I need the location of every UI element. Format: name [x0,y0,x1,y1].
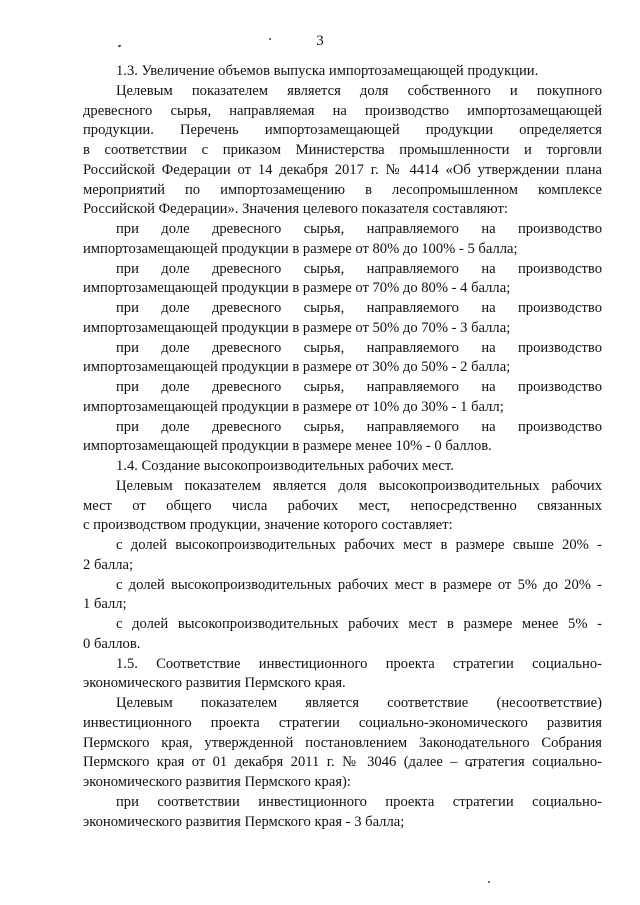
document-body [83,62,602,832]
text-line: мест от общего числа рабочих мест, непосредственно связанных [83,497,602,514]
text-line: экономического развития Пермского края. [83,675,346,692]
text-line: инвестиционного проекта стратегии социально-экономического развития [83,714,602,731]
text-line: 1.3. Увеличение объемов выпуска импортозамещающей продукции. [116,63,539,79]
text-line: Целевым показателем является доля собственного и покупного [116,82,602,99]
text-line: при доле древесного сырья, направляемого на производство [116,339,602,356]
text-line: 1.5. Соответствие инвестиционного проекта стратегии социально- [116,655,602,672]
text-line: с долей высокопроизводительных рабочих мест в размере свыше 20% - [116,537,602,553]
text-line: импортозамещающей продукции в размере от 10% до 30% - 1 балл; [83,398,504,415]
text-line: Пермского края от 01 декабря 2011 г. № 3046 (далее – стратегия социально- [83,754,602,771]
text-line: при доле древесного сырья, направляемого на производство [116,379,602,395]
text-line: 2 балла; [83,556,134,573]
text-line: при доле древесного сырья, направляемого на производство [116,221,602,237]
text-line: импортозамещающей продукции в размере от 50% до 70% - 3 балла; [83,319,511,336]
scan-speck [269,38,271,40]
text-line: экономического развития Пермского края - 3 балла; [83,813,405,830]
text-line: импортозамещающей продукции в размере от 70% до 80% - 4 балла; [83,280,511,297]
text-line: Российской Федерации от 14 декабря 2017 г. № 4414 «Об утверждении плана [83,161,602,178]
text-line: 1 балл; [83,596,127,613]
text-line: с производством продукции, значение которого составляет: [83,517,453,534]
text-line: древесного сырья, направляемая на производство импортозамещающей [83,102,602,119]
text-line: импортозамещающей продукции в размере от 30% до 50% - 2 балла; [83,359,511,376]
text-line: Российской Федерации». Значения целевого показателя составляют: [83,201,508,218]
scan-speck [488,881,490,883]
text-line: продукции. Перечень импортозамещающей продукции определяется [83,122,602,139]
text-line: при соответствии инвестиционного проекта стратегии социально- [116,793,602,810]
text-line: при доле древесного сырья, направляемого на производство [116,300,602,316]
text-line: Целевым показателем является соответствие (несоответствие) [116,695,602,711]
text-line: мероприятий по импортозамещению в лесопромышленном комплексе [83,181,602,198]
text-line: импортозамещающей продукции в размере менее 10% - 0 баллов. [83,438,492,455]
text-line: 1.4. Создание высокопроизводительных рабочих мест. [116,458,454,474]
text-line: 0 баллов. [83,635,141,652]
text-line: экономического развития Пермского края): [83,774,351,790]
page-number: 3 [316,33,324,49]
text-line: при доле древесного сырья, направляемого на производство [116,418,602,435]
text-line: Пермского края, утвержденной постановлением Законодательного Собрания [83,734,602,751]
text-line: в соответствии с приказом Министерства промышленности и торговли [83,142,602,158]
text-line: с долей высокопроизводительных рабочих мест в размере менее 5% - [116,616,602,632]
text-line: при доле древесного сырья, направляемого на производство [116,260,602,277]
text-line: Целевым показателем является доля высокопроизводительных рабочих [116,477,602,494]
text-line: импортозамещающей продукции в размере от 80% до 100% - 5 балла; [83,240,518,257]
text-line: с долей высокопроизводительных рабочих мест в размере от 5% до 20% - [116,576,602,593]
